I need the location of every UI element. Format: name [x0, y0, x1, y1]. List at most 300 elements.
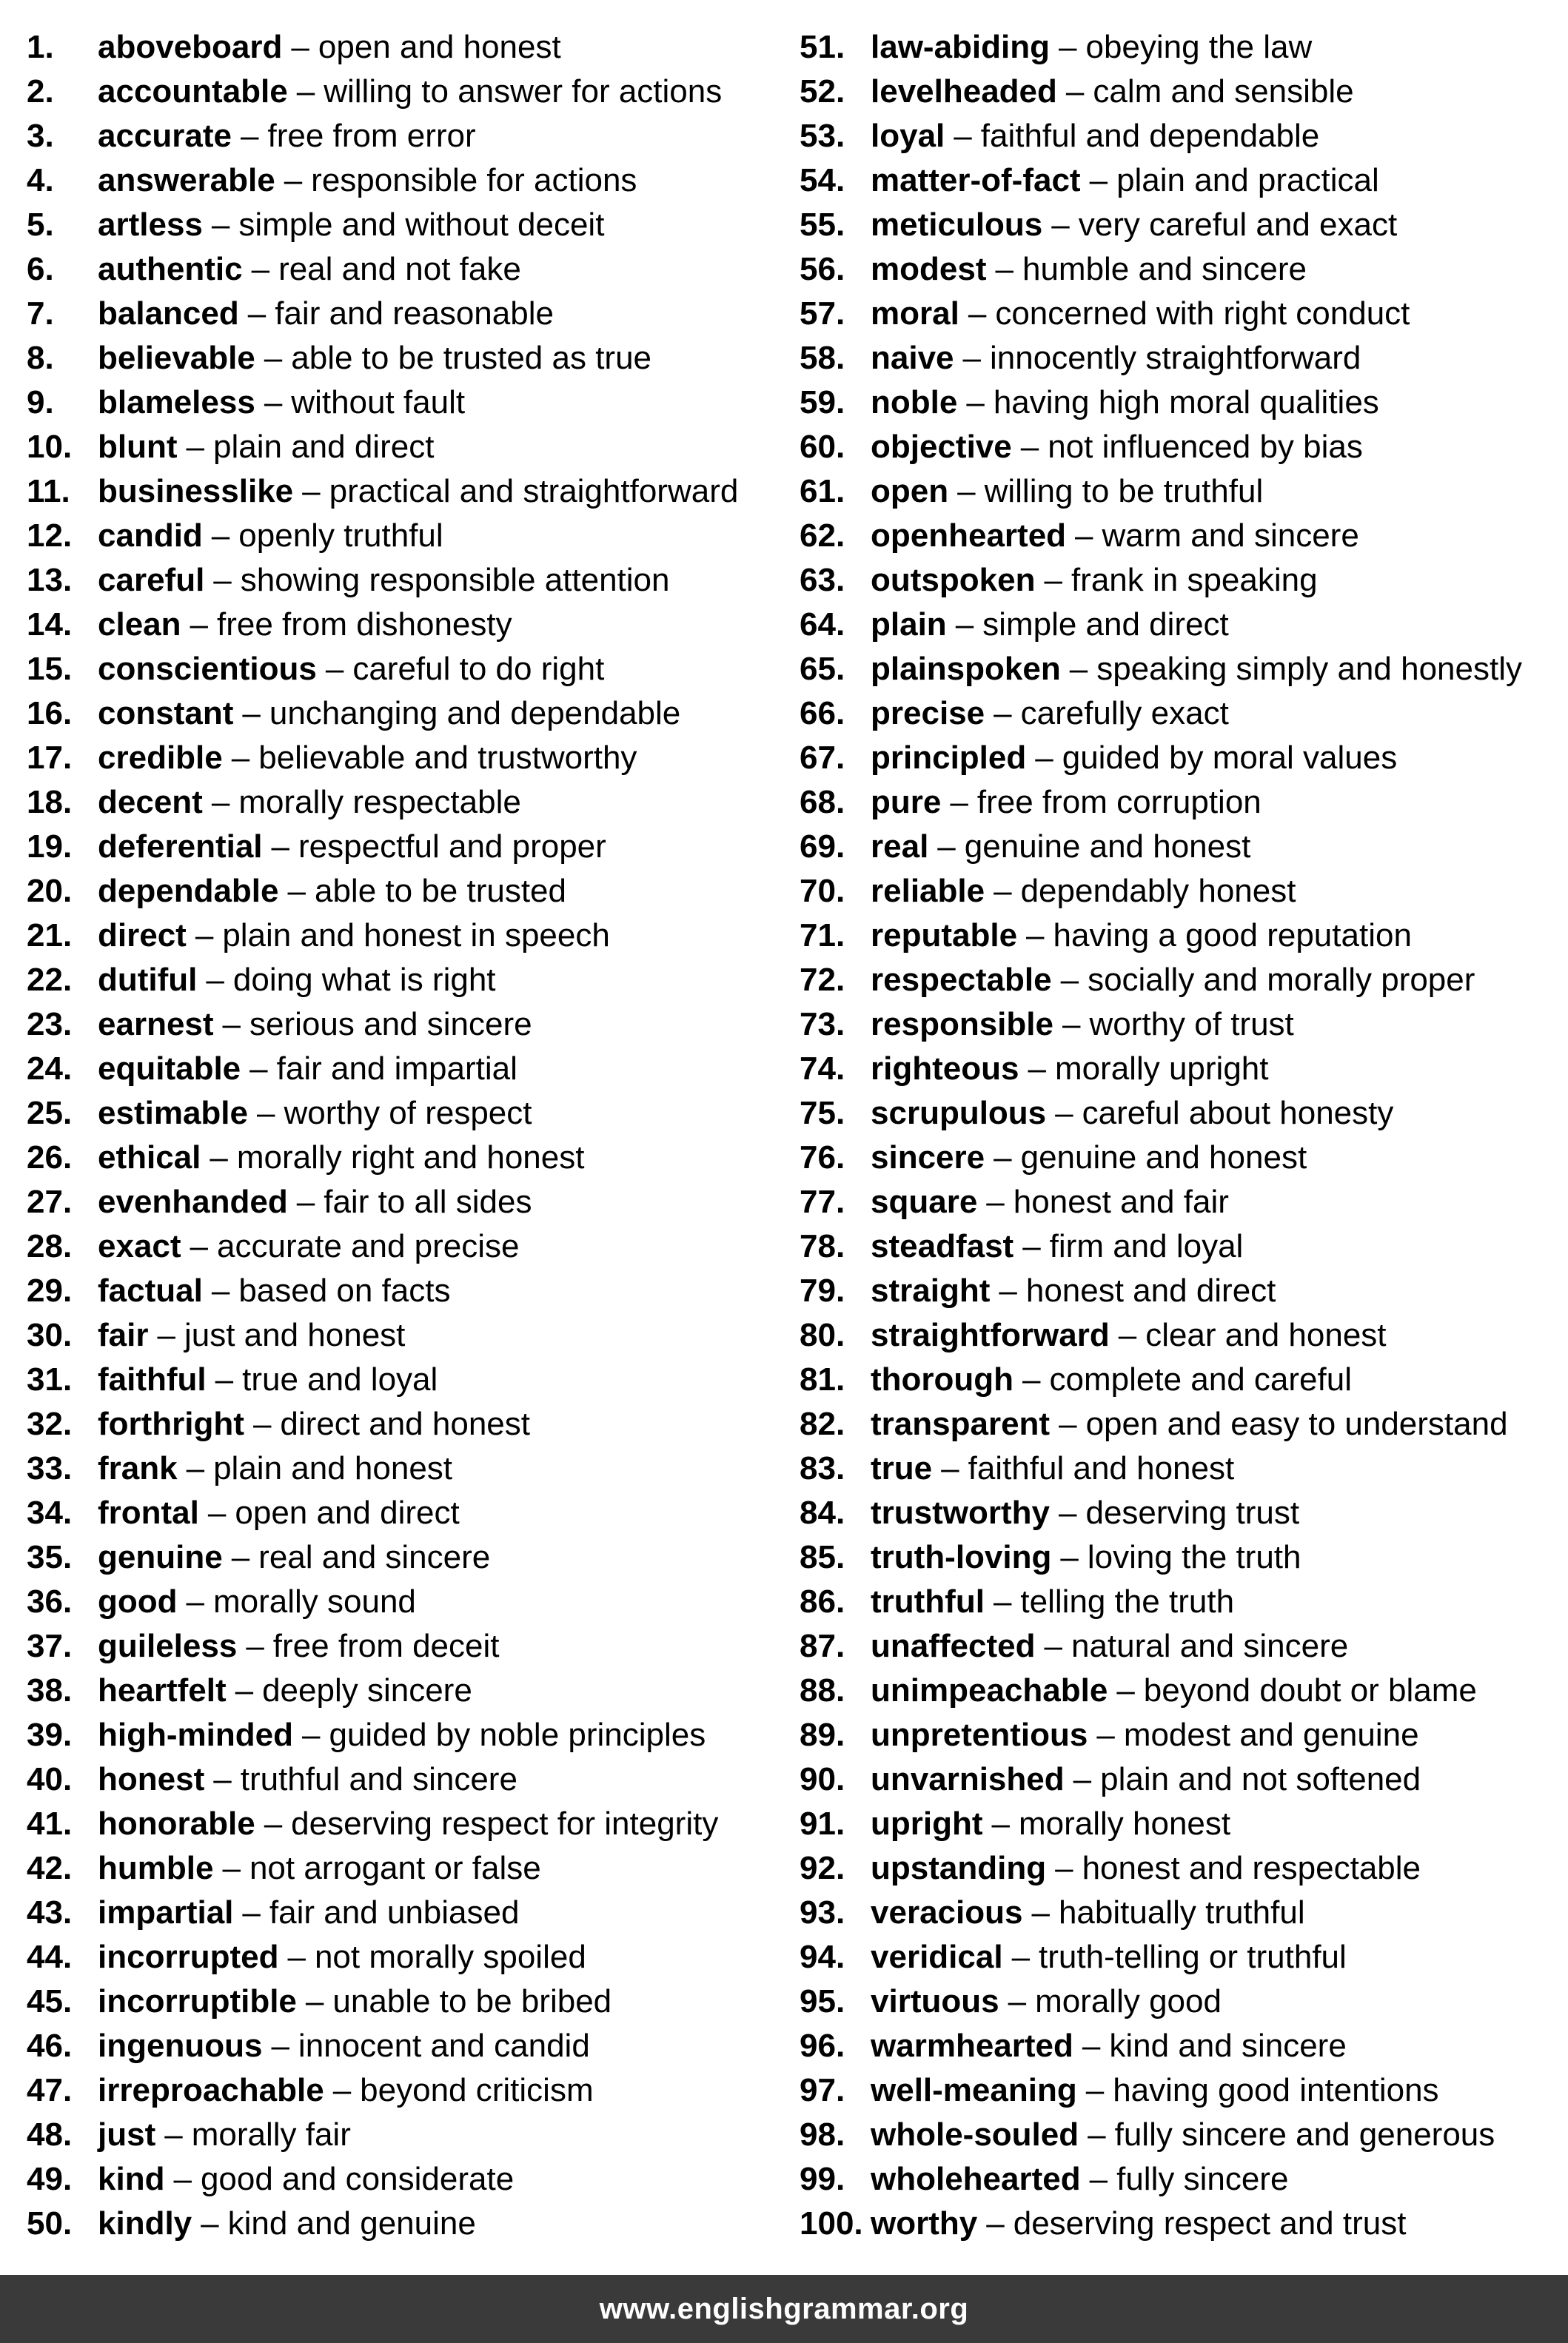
entry-separator: – [186, 429, 204, 465]
entry-separator: – [941, 1450, 959, 1486]
entry-separator: – [247, 295, 267, 332]
entry-word: factual [98, 1273, 203, 1309]
list-item [27, 558, 789, 603]
entry-separator: – [1028, 1050, 1046, 1087]
entry-word: upstanding [871, 1850, 1047, 1886]
list-item [27, 1846, 789, 1891]
entry-separator: – [242, 1894, 261, 1931]
list-item [800, 1980, 1562, 2024]
list-item [800, 1891, 1562, 1935]
entry-definition: innocently straightforward [990, 340, 1361, 376]
entry-definition: fair to all sides [324, 1184, 532, 1220]
entry-separator: – [1035, 740, 1053, 776]
entry-number: 1. [27, 29, 54, 65]
entry-definition: free from corruption [976, 784, 1262, 820]
entry-number: 86. [800, 1583, 845, 1620]
entry-definition: deserving trust [1085, 1495, 1300, 1531]
entry-word: meticulous [871, 207, 1043, 243]
list-item [27, 114, 789, 158]
entry-word: accountable [98, 73, 288, 110]
list-item [27, 1802, 789, 1846]
entry-definition: having a good reputation [1053, 917, 1412, 953]
list-item [27, 336, 789, 381]
list-item [27, 1402, 789, 1447]
entry-word: balanced [98, 295, 239, 332]
entry-word: modest [871, 251, 987, 287]
entry-definition: free from error [267, 118, 476, 154]
entry-separator: – [1075, 517, 1093, 554]
entry-separator: – [332, 2072, 352, 2108]
list-item [800, 1402, 1562, 1447]
footer-banner [0, 2275, 1568, 2343]
list-item [800, 70, 1562, 114]
entry-definition: careful about honesty [1082, 1095, 1394, 1131]
entry-word: guileless [98, 1628, 238, 1664]
entry-separator: – [999, 1273, 1017, 1309]
entry-definition: not morally spoiled [314, 1939, 586, 1975]
list-item [27, 1136, 789, 1180]
list-item [800, 958, 1562, 1002]
entry-separator: – [190, 1228, 209, 1264]
entry-word: evenhanded [98, 1184, 288, 1220]
entry-word: pure [871, 784, 942, 820]
list-item [27, 1491, 789, 1535]
entry-number: 50. [27, 2205, 73, 2242]
entry-word: frank [98, 1450, 178, 1486]
entry-word: conscientious [98, 651, 317, 687]
entry-number: 49. [27, 2161, 73, 2197]
entry-word: unaffected [871, 1628, 1036, 1664]
entry-number: 74. [800, 1050, 845, 1087]
entry-definition: simple and without deceit [238, 207, 605, 243]
list-item [27, 647, 789, 691]
entry-number: 68. [800, 784, 845, 820]
entry-number: 19. [27, 828, 73, 865]
entry-word: plain [871, 606, 947, 643]
entry-word: earnest [98, 1006, 214, 1042]
footer-url[interactable]: www.englishgrammar.org [599, 2292, 969, 2325]
entry-separator: – [1060, 962, 1079, 998]
entry-number: 20. [27, 873, 73, 909]
list-item [800, 1224, 1562, 1269]
list-item [800, 691, 1562, 736]
list-item [27, 158, 789, 203]
entry-separator: – [950, 784, 968, 820]
entry-word: levelheaded [871, 73, 1057, 110]
entry-number: 92. [800, 1850, 845, 1886]
entry-definition: real and sincere [258, 1539, 491, 1575]
list-item [27, 1891, 789, 1935]
entry-separator: – [991, 1806, 1010, 1842]
entry-word: transparent [871, 1406, 1051, 1442]
entry-number: 39. [27, 1717, 73, 1753]
entry-word: exact [98, 1228, 181, 1264]
entry-definition: deeply sincere [262, 1672, 472, 1709]
entry-separator: – [211, 784, 230, 820]
list-item [800, 1091, 1562, 1136]
entry-number: 13. [27, 562, 73, 598]
entry-separator: – [1059, 29, 1077, 65]
entry-word: ethical [98, 1139, 201, 1176]
entry-number: 57. [800, 295, 845, 332]
entry-number: 4. [27, 162, 54, 198]
entry-definition: telling the truth [1020, 1583, 1235, 1620]
list-item [800, 1491, 1562, 1535]
entry-number: 71. [800, 917, 845, 953]
entry-word: outspoken [871, 562, 1036, 598]
entry-word: frontal [98, 1495, 199, 1531]
entry-number: 78. [800, 1228, 845, 1264]
entry-definition: faithful and dependable [980, 118, 1320, 154]
entry-number: 83. [800, 1450, 845, 1486]
entry-separator: – [211, 1273, 230, 1309]
list-item [27, 247, 789, 292]
entry-word: warmhearted [871, 2028, 1073, 2064]
entry-definition: worthy of trust [1089, 1006, 1294, 1042]
entry-number: 26. [27, 1139, 73, 1176]
entry-separator: – [264, 384, 283, 420]
entry-number: 28. [27, 1228, 73, 1264]
word-list-column-right [800, 25, 1562, 2246]
entry-word: matter-of-fact [871, 162, 1081, 198]
entry-separator: – [1073, 1761, 1092, 1797]
entry-definition: without fault [291, 384, 466, 420]
entry-word: thorough [871, 1361, 1014, 1398]
list-item [27, 2068, 789, 2113]
entry-separator: – [1060, 1539, 1079, 1575]
list-item [800, 336, 1562, 381]
entry-definition: respectful and proper [298, 828, 606, 865]
entry-definition: plain and direct [213, 429, 435, 465]
entry-definition: openly truthful [238, 517, 443, 554]
list-item [800, 1802, 1562, 1846]
entry-definition: truthful and sincere [240, 1761, 517, 1797]
entry-number: 62. [800, 517, 845, 554]
entry-word: whole-souled [871, 2116, 1079, 2153]
entry-word: authentic [98, 251, 243, 287]
list-item [27, 603, 789, 647]
entry-separator: – [210, 1139, 228, 1176]
entry-separator: – [287, 1939, 306, 1975]
entry-definition: beyond criticism [360, 2072, 594, 2108]
word-list-column-left [27, 25, 789, 2246]
entry-word: businesslike [98, 473, 294, 509]
entry-number: 8. [27, 340, 54, 376]
entry-number: 82. [800, 1406, 845, 1442]
entry-definition: morally respectable [238, 784, 521, 820]
entry-number: 47. [27, 2072, 73, 2108]
list-item [800, 869, 1562, 914]
list-item [800, 1535, 1562, 1580]
entry-separator: – [271, 828, 289, 865]
entry-number: 87. [800, 1628, 845, 1664]
entry-separator: – [213, 562, 232, 598]
entry-definition: fair and impartial [276, 1050, 517, 1087]
entry-word: open [871, 473, 949, 509]
entry-separator: – [994, 1139, 1012, 1176]
entry-separator: – [252, 1406, 272, 1442]
entry-definition: accurate and precise [217, 1228, 520, 1264]
entry-number: 79. [800, 1273, 845, 1309]
entry-separator: – [968, 295, 987, 332]
entry-word: blameless [98, 384, 255, 420]
list-item [800, 603, 1562, 647]
entry-number: 36. [27, 1583, 73, 1620]
entry-separator: – [206, 962, 224, 998]
entry-definition: socially and morally proper [1088, 962, 1475, 998]
entry-definition: having high moral qualities [993, 384, 1379, 420]
entry-word: dutiful [98, 962, 198, 998]
list-item [27, 1713, 789, 1757]
entry-definition: morally fair [191, 2116, 351, 2153]
entry-number: 77. [800, 1184, 845, 1220]
entry-separator: – [222, 1006, 241, 1042]
list-item [800, 2113, 1562, 2157]
entry-number: 53. [800, 118, 845, 154]
entry-word: truth-loving [871, 1539, 1052, 1575]
entry-separator: – [296, 73, 315, 110]
entry-word: reputable [871, 917, 1018, 953]
entry-number: 44. [27, 1939, 73, 1975]
entry-separator: – [1059, 1406, 1077, 1442]
entry-number: 72. [800, 962, 845, 998]
list-item [27, 2024, 789, 2068]
entry-number: 24. [27, 1050, 73, 1087]
entry-separator: – [993, 1583, 1012, 1620]
entry-number: 59. [800, 384, 845, 420]
entry-definition: free from deceit [272, 1628, 500, 1664]
entry-word: candid [98, 517, 203, 554]
list-item [800, 203, 1562, 247]
entry-word: decent [98, 784, 203, 820]
entry-definition: fully sincere [1116, 2161, 1289, 2197]
entry-word: moral [871, 295, 959, 332]
entry-number: 2. [27, 73, 54, 110]
entry-separator: – [986, 2205, 1005, 2242]
entry-word: openhearted [871, 517, 1067, 554]
list-item [800, 1935, 1562, 1980]
entry-separator: – [1088, 2116, 1106, 2153]
entry-word: upright [871, 1806, 983, 1842]
entry-word: equitable [98, 1050, 241, 1087]
entry-separator: – [1065, 73, 1085, 110]
entry-word: straightforward [871, 1317, 1110, 1353]
list-item [27, 70, 789, 114]
entry-separator: – [995, 251, 1013, 287]
list-item [27, 2157, 789, 2202]
entry-word: forthright [98, 1406, 244, 1442]
entry-separator: – [264, 1806, 283, 1842]
entry-word: well-meaning [871, 2072, 1077, 2108]
entry-word: honest [98, 1761, 205, 1797]
list-item [27, 2113, 789, 2157]
entry-definition: firm and loyal [1049, 1228, 1244, 1264]
entry-word: incorruptible [98, 1983, 297, 2019]
entry-word: credible [98, 740, 223, 776]
entry-separator: – [1059, 1495, 1077, 1531]
entry-separator: – [287, 873, 306, 909]
entry-definition: speaking simply and honestly [1096, 651, 1522, 687]
entry-word: kind [98, 2161, 165, 2197]
entry-definition: faithful and honest [968, 1450, 1235, 1486]
entry-word: accurate [98, 118, 232, 154]
entry-number: 46. [27, 2028, 73, 2064]
entry-number: 12. [27, 517, 73, 554]
entry-separator: – [231, 1539, 250, 1575]
entry-definition: clear and honest [1145, 1317, 1387, 1353]
list-item [800, 647, 1562, 691]
entry-separator: – [957, 473, 976, 509]
entry-number: 16. [27, 695, 73, 731]
entry-word: unpretentious [871, 1717, 1088, 1753]
entry-separator: – [186, 1583, 204, 1620]
list-item [27, 425, 789, 469]
entry-definition: plain and not softened [1100, 1761, 1421, 1797]
entry-separator: – [1011, 1939, 1031, 1975]
entry-word: incorrupted [98, 1939, 279, 1975]
entry-definition: real and not fake [278, 251, 521, 287]
entry-definition: worthy of respect [284, 1095, 532, 1131]
list-item [27, 736, 789, 780]
entry-number: 56. [800, 251, 845, 287]
list-item [800, 2157, 1562, 2202]
entry-word: estimable [98, 1095, 248, 1131]
entry-definition: having good intentions [1113, 2072, 1439, 2108]
entry-definition: plain and honest in speech [222, 917, 610, 953]
entry-number: 21. [27, 917, 73, 953]
entry-number: 69. [800, 828, 845, 865]
entry-number: 40. [27, 1761, 73, 1797]
entry-word: dependable [98, 873, 279, 909]
entry-definition: free from dishonesty [217, 606, 512, 643]
entry-separator: – [256, 1095, 275, 1131]
entry-definition: obeying the law [1085, 29, 1313, 65]
entry-definition: willing to be truthful [984, 473, 1264, 509]
entry-definition: complete and careful [1049, 1361, 1352, 1398]
entry-word: objective [871, 429, 1012, 465]
list-item [27, 1580, 789, 1624]
entry-word: impartial [98, 1894, 234, 1931]
entry-word: loyal [871, 118, 945, 154]
entry-number: 85. [800, 1539, 845, 1575]
entry-word: reliable [871, 873, 985, 909]
entry-number: 30. [27, 1317, 73, 1353]
entry-word: blunt [98, 429, 178, 465]
entry-separator: – [190, 606, 208, 643]
list-item [800, 425, 1562, 469]
entry-number: 38. [27, 1672, 73, 1709]
list-item [800, 914, 1562, 958]
entry-definition: willing to answer for actions [324, 73, 723, 110]
list-item [800, 1269, 1562, 1313]
entry-number: 33. [27, 1450, 73, 1486]
entry-definition: honest and respectable [1082, 1850, 1421, 1886]
list-item [27, 1447, 789, 1491]
list-item [800, 514, 1562, 558]
entry-word: straight [871, 1273, 991, 1309]
entry-word: true [871, 1450, 933, 1486]
entry-definition: morally honest [1019, 1806, 1231, 1842]
list-item [27, 2202, 789, 2246]
list-item [800, 292, 1562, 336]
entry-definition: natural and sincere [1071, 1628, 1349, 1664]
entry-word: responsible [871, 1006, 1053, 1042]
list-item [27, 1669, 789, 1713]
entry-definition: kind and genuine [227, 2205, 476, 2242]
entry-separator: – [1062, 1006, 1081, 1042]
entry-separator: – [207, 1495, 227, 1531]
entry-separator: – [215, 1361, 234, 1398]
list-item [800, 1580, 1562, 1624]
list-item [27, 1535, 789, 1580]
entry-number: 60. [800, 429, 845, 465]
entry-definition: deserving respect for integrity [291, 1806, 719, 1842]
list-item [800, 1136, 1562, 1180]
entry-word: unvarnished [871, 1761, 1065, 1797]
list-item [27, 203, 789, 247]
entry-definition: morally sound [213, 1583, 416, 1620]
entry-number: 70. [800, 873, 845, 909]
entry-word: worthy [871, 2205, 978, 2242]
entry-number: 48. [27, 2116, 73, 2153]
entry-number: 9. [27, 384, 54, 420]
entry-number: 34. [27, 1495, 73, 1531]
entry-separator: – [1031, 1894, 1050, 1931]
entry-definition: believable and trustworthy [258, 740, 637, 776]
entry-separator: – [1089, 162, 1108, 198]
entry-definition: able to be trusted as true [291, 340, 652, 376]
entry-definition: not influenced by bias [1048, 429, 1363, 465]
entry-separator: – [994, 873, 1012, 909]
entry-word: deferential [98, 828, 263, 865]
entry-separator: – [1116, 1672, 1135, 1709]
entry-separator: – [1044, 1628, 1062, 1664]
list-item [800, 25, 1562, 70]
entry-word: kindly [98, 2205, 192, 2242]
entry-definition: morally right and honest [236, 1139, 585, 1176]
entry-word: trustworthy [871, 1495, 1050, 1531]
entry-separator: – [305, 1983, 324, 2019]
entry-definition: based on facts [238, 1273, 451, 1309]
entry-separator: – [1008, 1983, 1027, 2019]
entry-definition: carefully exact [1020, 695, 1229, 731]
list-item [800, 158, 1562, 203]
list-item [27, 780, 789, 825]
entry-definition: able to be trusted [314, 873, 566, 909]
entry-definition: direct and honest [280, 1406, 530, 1442]
entry-word: truthful [871, 1583, 985, 1620]
entry-word: honorable [98, 1806, 255, 1842]
entry-definition: open and easy to understand [1085, 1406, 1508, 1442]
entry-definition: morally upright [1054, 1050, 1269, 1087]
entry-number: 63. [800, 562, 845, 598]
entry-number: 84. [800, 1495, 845, 1531]
list-item [27, 25, 789, 70]
entry-separator: – [1082, 2028, 1101, 2064]
entry-number: 98. [800, 2116, 845, 2153]
entry-number: 32. [27, 1406, 73, 1442]
entry-definition: honest and fair [1013, 1184, 1229, 1220]
list-item [800, 1713, 1562, 1757]
entry-separator: – [211, 517, 230, 554]
entry-separator: – [1118, 1317, 1137, 1353]
entry-number: 3. [27, 118, 54, 154]
entry-number: 100. [800, 2205, 863, 2242]
entry-separator: – [1020, 429, 1039, 465]
list-item [800, 1447, 1562, 1491]
entry-definition: truth-telling or truthful [1039, 1939, 1347, 1975]
entry-definition: genuine and honest [1020, 1139, 1307, 1176]
